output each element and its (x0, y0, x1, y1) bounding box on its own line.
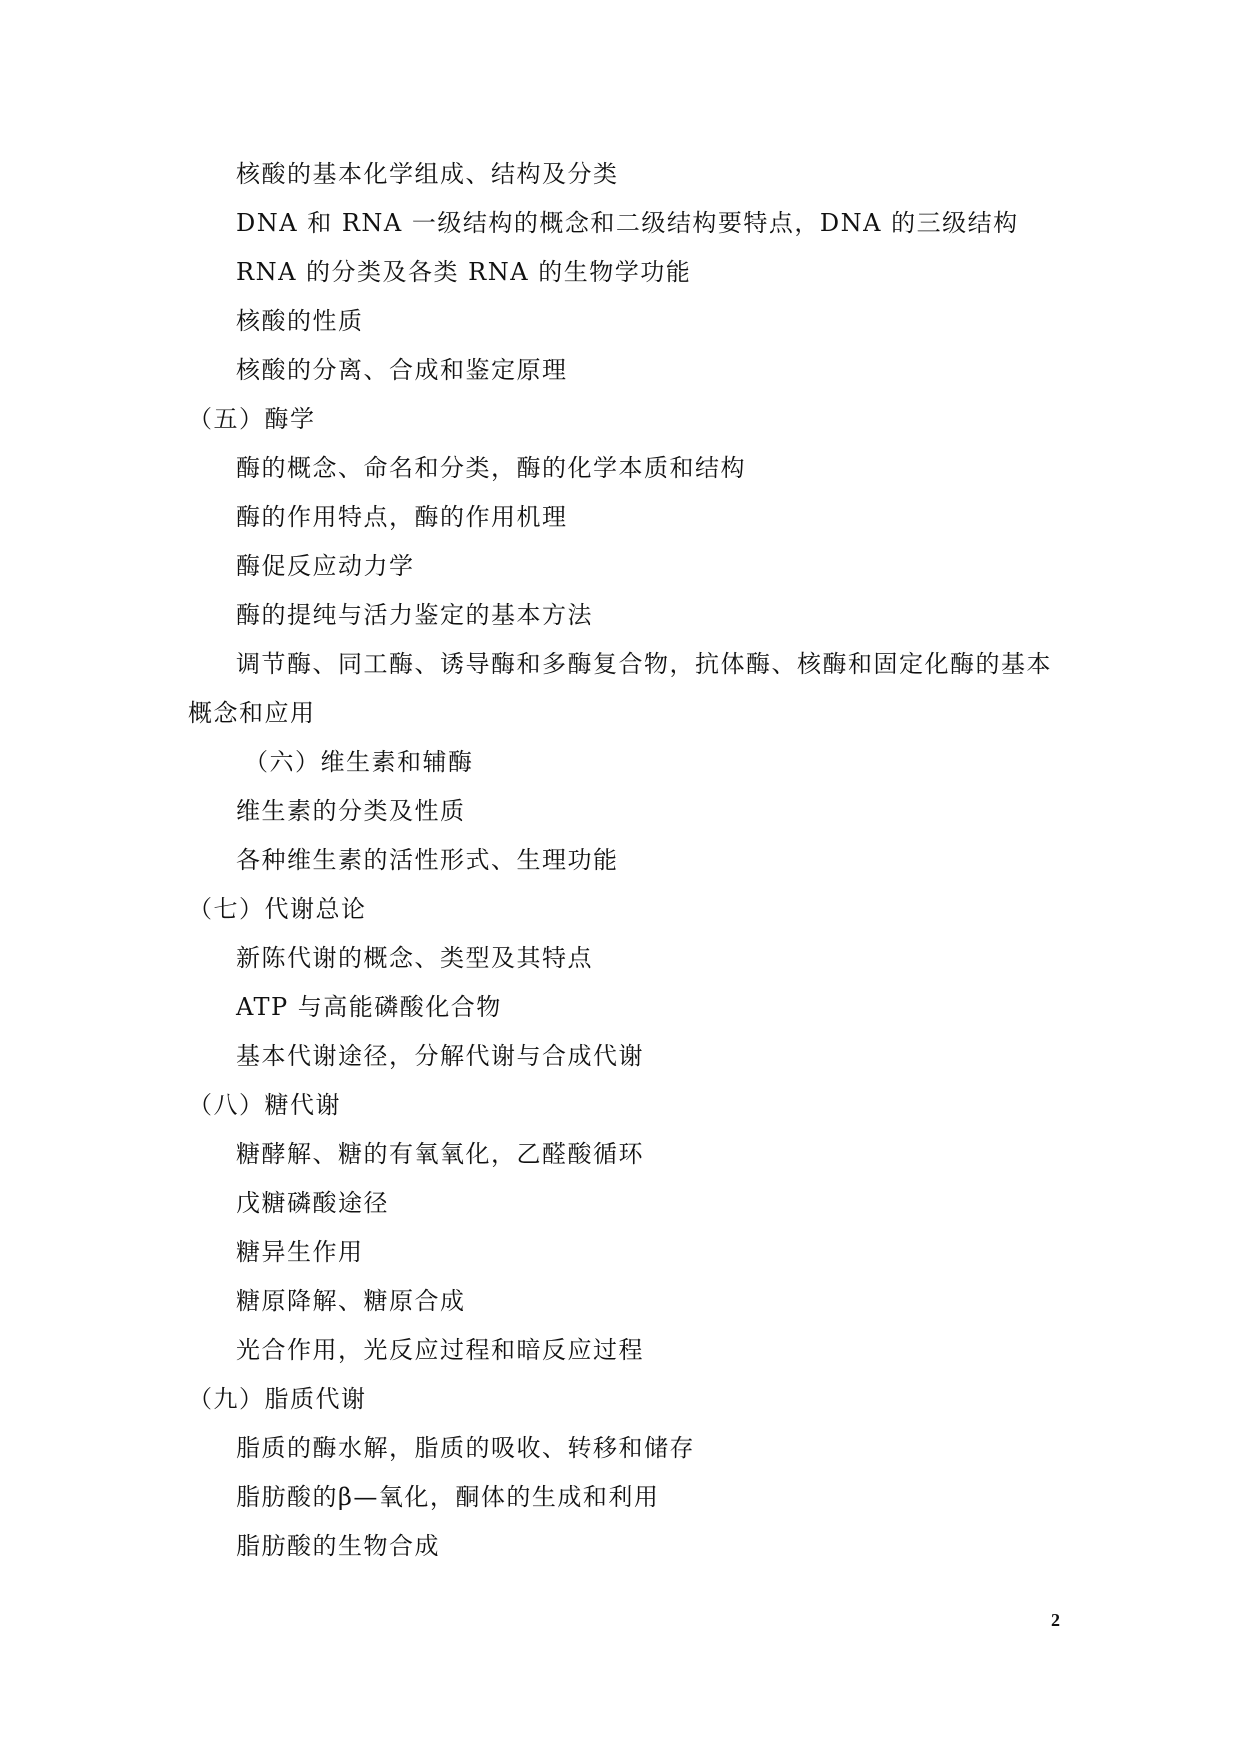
text-line: 脂质的酶水解，脂质的吸收、转移和储存 (236, 1434, 695, 1462)
text-line: 酶促反应动力学 (236, 552, 415, 580)
text-line: 核酸的分离、合成和鉴定原理 (236, 356, 568, 384)
text-line: 新陈代谢的概念、类型及其特点 (236, 944, 593, 972)
text-line: 基本代谢途径，分解代谢与合成代谢 (236, 1042, 644, 1070)
document-body (188, 150, 1088, 1571)
text-line: 酶的提纯与活力鉴定的基本方法 (236, 601, 593, 629)
text-line: 脂肪酸的β—氧化，酮体的生成和利用 (236, 1483, 660, 1511)
text-line: DNA 和 RNA 一级结构的概念和二级结构要特点，DNA 的三级结构 (236, 209, 1019, 237)
text-line: 糖原降解、糖原合成 (236, 1287, 466, 1315)
text-line: 糖异生作用 (236, 1238, 364, 1266)
section-heading-8: （八）糖代谢 (188, 1091, 341, 1119)
text-line: 酶的概念、命名和分类，酶的化学本质和结构 (236, 454, 746, 482)
text-line: 核酸的性质 (236, 307, 364, 335)
text-line: 核酸的基本化学组成、结构及分类 (236, 160, 619, 188)
text-line: 酶的作用特点，酶的作用机理 (236, 503, 568, 531)
section-heading-5: （五）酶学 (188, 405, 316, 433)
text-line: 各种维生素的活性形式、生理功能 (236, 846, 619, 874)
text-line: 光合作用，光反应过程和暗反应过程 (236, 1336, 644, 1364)
section-heading-6: （六）维生素和辅酶 (244, 748, 474, 776)
section-heading-9: （九）脂质代谢 (188, 1385, 367, 1413)
page-number: 2 (1051, 1610, 1060, 1630)
text-line: RNA 的分类及各类 RNA 的生物学功能 (236, 258, 692, 286)
section-heading-7: （七）代谢总论 (188, 895, 367, 923)
text-line: ATP 与高能磷酸化合物 (236, 993, 502, 1021)
text-paragraph: 调节酶、同工酶、诱导酶和多酶复合物，抗体酶、核酶和固定化酶的基本概念和应用 (188, 650, 1052, 727)
text-line: 糖酵解、糖的有氧氧化，乙醛酸循环 (236, 1140, 644, 1168)
text-line: 戊糖磷酸途径 (236, 1189, 389, 1217)
text-line: 维生素的分类及性质 (236, 797, 466, 825)
text-line: 脂肪酸的生物合成 (236, 1532, 440, 1560)
